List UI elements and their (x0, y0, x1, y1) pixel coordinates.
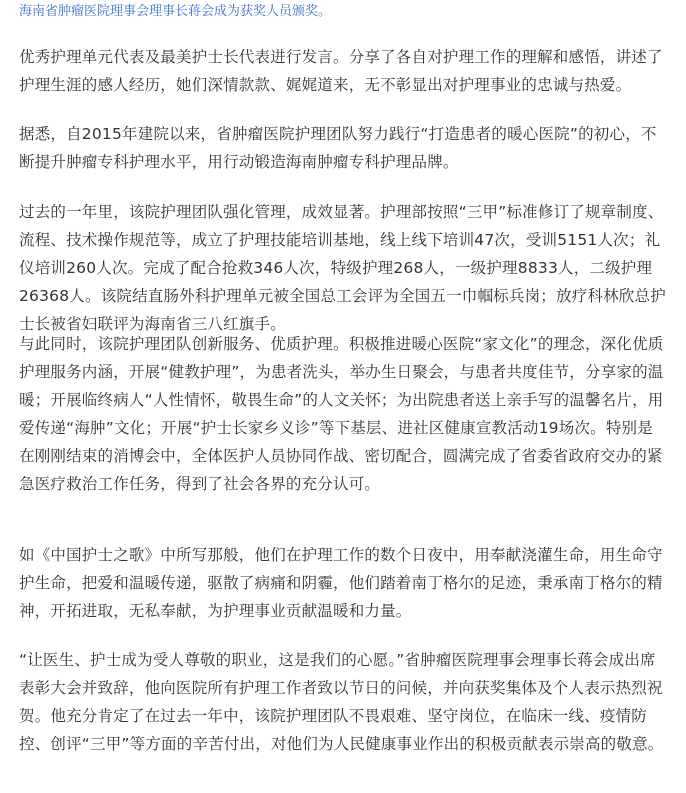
article-paragraph: 如《中国护士之歌》中所写那般，他们在护理工作的数个日夜中，用奉献浇灌生命，用生命守护生命，把爱和温暖传递，驱散了病痛和阴霾，他们踏着南丁格尔的足迹，秉承南丁格尔的精神，开拓进取，无私奉献，为护理事业贡献温暖和力量。 (19, 546, 663, 620)
article-paragraph: “让医生、护士成为受人尊敬的职业，这是我们的心愿。”省肿瘤医院理事会理事长蒋会成出席表彰大会并致辞，他向医院所有护理工作者致以节日的问候，并向获奖集体及个人表示热烈祝贺。他充分肯定了在过去一年中，该院护理团队不畏艰难、坚守岗位，在临床一线、疫情防控、创评“三甲”等方面的辛苦付出，对他们为人民健康事业作出的积极贡献表示崇高的敬意。 (19, 651, 664, 753)
article-paragraph: 优秀护理单元代表及最美护士长代表进行发言。分享了各自对护理工作的理解和感悟，讲述了护理生涯的感人经历，她们深情款款、娓娓道来，无不彰显出对护理事业的忠诚与热爱。 (19, 48, 663, 94)
article-paragraph: 据悉，自2015年建院以来，省肿瘤医院护理团队努力践行“打造患者的暖心医院”的初心，不断提升肿瘤专科护理水平，用行动锻造海南肿瘤专科护理品牌。 (19, 125, 657, 171)
image-caption: 海南省肿瘤医院理事会理事长蒋会成为获奖人员颁奖。 (19, 4, 332, 19)
article-paragraph: 过去的一年里，该院护理团队强化管理，成效显著。护理部按照“三甲”标准修订了规章制度、流程、技术操作规范等，成立了护理技能培训基地，线上线下培训47次，受训5151人次；礼仪培训260人次。完成了配合抢救346人次，特级护理268人，一级护理8833人，二级护理26368人。该院结直肠外科护理单元被全国总工会评为全国五一巾帼标兵岗；放疗科林欣总护士长被省妇联评为海南省三八红旗手。 (19, 203, 666, 333)
article-paragraph: 与此同时，该院护理团队创新服务、优质护理。积极推进暖心医院“家文化”的理念，深化优质护理服务内涵，开展“健教护理”，为患者洗头，举办生日聚会，与患者共度佳节，分享家的温暖；开展临终病人“人性情怀，敬畏生命”的人文关怀；为出院患者送上亲手写的温馨名片，用爱传递“海肿”文化；开展“护士长家乡义诊”等下基层、进社区健康宣教活动19场次。特别是在刚刚结束的消博会中，全体医护人员协同作战、密切配合，圆满完成了省委省政府交办的紧急医疗救治工作任务，得到了社会各界的充分认可。 (19, 335, 664, 493)
